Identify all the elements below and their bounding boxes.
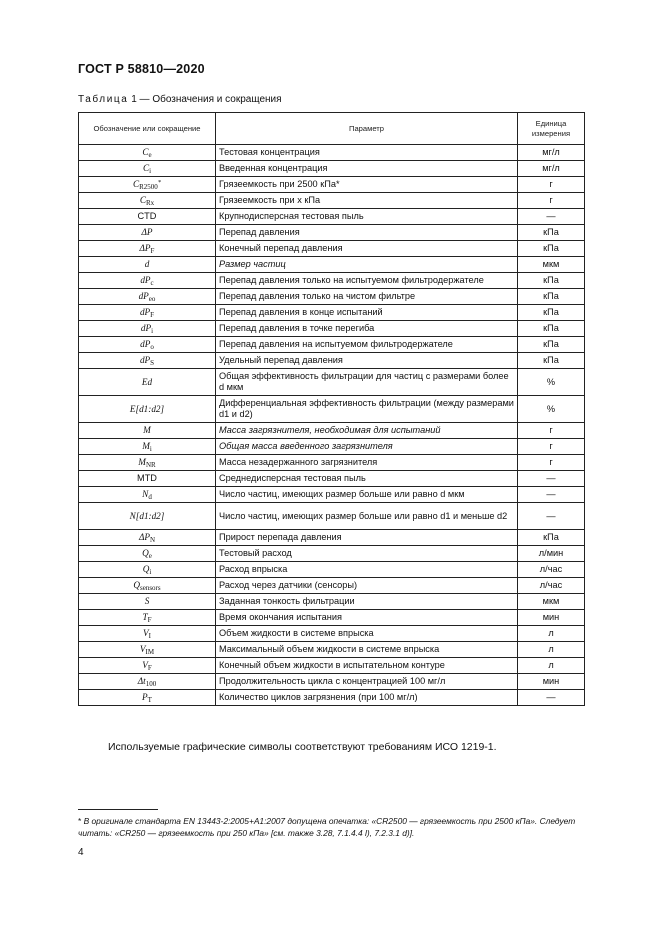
unit-cell: —: [518, 471, 585, 487]
unit-cell: г: [518, 177, 585, 193]
document-header: ГОСТ Р 58810—2020: [78, 62, 205, 76]
table-caption-prefix: Таблица: [78, 94, 129, 105]
symbol-cell: [79, 321, 216, 337]
table-row: [79, 321, 585, 337]
symbol-cell: [79, 562, 216, 578]
symbol-main: dP: [140, 339, 151, 349]
page-number: 4: [78, 847, 84, 858]
symbol-subscript: eo: [148, 295, 156, 303]
symbol-main: Ed: [141, 376, 153, 387]
symbol-subscript: T: [147, 696, 152, 704]
symbol-cell: [79, 610, 216, 626]
unit-cell: кПа: [518, 289, 585, 305]
unit-cell: —: [518, 503, 585, 530]
symbol-cell: [79, 193, 216, 209]
parameter-cell: Перепад давления в точке перегиба: [216, 321, 518, 337]
header-parameter: Параметр: [216, 113, 518, 145]
unit-cell: мин: [518, 674, 585, 690]
symbol-main: E[d1:d2]: [129, 403, 165, 414]
symbol-subscript: 100: [145, 680, 157, 688]
unit-cell: мкм: [518, 257, 585, 273]
symbol-main: CTD: [137, 211, 157, 221]
table-row: [79, 353, 585, 369]
parameter-cell: Конечный объем жидкости в испытательном контуре: [216, 658, 518, 674]
unit-cell: г: [518, 455, 585, 471]
footnote-marker: *: [78, 816, 82, 826]
symbol-main: C: [142, 147, 149, 157]
symbol-main: V: [142, 660, 148, 670]
symbol-main: Q: [142, 564, 150, 574]
parameter-cell: Тестовая концентрация: [216, 145, 518, 161]
symbol-main: dP: [139, 355, 151, 365]
symbol-main: dP: [139, 307, 151, 317]
footnote: [78, 815, 588, 839]
parameter-cell: Расход через датчики (сенсоры): [216, 578, 518, 594]
table-row: [79, 193, 585, 209]
table-row: [79, 423, 585, 439]
unit-cell: —: [518, 690, 585, 706]
symbol-cell: [79, 487, 216, 503]
symbol-subscript: i: [149, 167, 152, 175]
symbol-subscript: IM: [145, 648, 155, 656]
symbol-subscript: e: [148, 151, 152, 159]
symbol-main: Δt: [137, 676, 146, 686]
symbol-subscript: i: [151, 327, 154, 335]
symbol-main: Q: [142, 548, 149, 558]
table-row: [79, 642, 585, 658]
symbol-superscript: *: [157, 179, 162, 186]
symbol-main: T: [142, 612, 148, 622]
table-row: [79, 241, 585, 257]
symbol-cell: [79, 353, 216, 369]
table-row: [79, 289, 585, 305]
symbol-main: M: [143, 425, 151, 435]
parameter-cell: Дифференциальная эффективность фильтрации (между размерами d1 и d2): [216, 396, 518, 423]
parameter-cell: Масса загрязнителя, необходимая для испытаний: [216, 423, 518, 439]
symbol-main: V: [143, 628, 149, 638]
unit-cell: г: [518, 193, 585, 209]
parameter-cell: Грязеемкость при x кПа: [216, 193, 518, 209]
symbol-cell: [79, 642, 216, 658]
unit-cell: кПа: [518, 353, 585, 369]
symbol-subscript: i: [149, 445, 152, 453]
symbol-cell: [79, 594, 216, 610]
unit-cell: кПа: [518, 241, 585, 257]
symbols-note: Используемые графические символы соответствуют требованиям ИСО 1219-1.: [108, 741, 497, 753]
table-row: [79, 161, 585, 177]
parameter-cell: Время окончания испытания: [216, 610, 518, 626]
table-row: [79, 530, 585, 546]
table-row: [79, 690, 585, 706]
symbol-cell: [79, 546, 216, 562]
symbol-cell: [79, 337, 216, 353]
table-row: [79, 369, 585, 396]
symbol-subscript: F: [150, 311, 155, 319]
table-row: [79, 209, 585, 225]
parameter-cell: Перепад давления на испытуемом фильтродержателе: [216, 337, 518, 353]
parameter-cell: Максимальный объем жидкости в системе впрыска: [216, 642, 518, 658]
symbol-subscript: I: [148, 632, 151, 640]
symbol-cell: [79, 273, 216, 289]
table-row: [79, 225, 585, 241]
symbol-cell: [79, 455, 216, 471]
parameter-cell: Общая эффективность фильтрации для частиц с размерами более d мкм: [216, 369, 518, 396]
unit-cell: мг/л: [518, 145, 585, 161]
symbol-main: ΔP: [139, 243, 151, 253]
unit-cell: л: [518, 626, 585, 642]
symbol-cell: [79, 396, 216, 423]
parameter-cell: Общая масса введенного загрязнителя: [216, 439, 518, 455]
parameter-cell: Число частиц, имеющих размер больше или равно d мкм: [216, 487, 518, 503]
unit-cell: л/час: [518, 578, 585, 594]
table-caption: [78, 94, 282, 105]
symbol-cell: [79, 145, 216, 161]
table-row: [79, 471, 585, 487]
unit-cell: кПа: [518, 225, 585, 241]
table-row: [79, 658, 585, 674]
table-row: [79, 610, 585, 626]
parameter-cell: Число частиц, имеющих размер больше или равно d1 и меньше d2: [216, 503, 518, 530]
symbol-subscript: i: [149, 568, 152, 576]
symbol-main: dP: [140, 323, 152, 333]
unit-cell: кПа: [518, 337, 585, 353]
symbol-cell: [79, 161, 216, 177]
symbol-cell: [79, 241, 216, 257]
table-row: [79, 257, 585, 273]
symbol-subscript: Rx: [145, 199, 155, 207]
symbol-cell: [79, 257, 216, 273]
unit-cell: мин: [518, 610, 585, 626]
parameter-cell: Крупнодисперсная тестовая пыль: [216, 209, 518, 225]
header-unit: Единица измерения: [518, 113, 585, 145]
symbol-main: P: [142, 692, 148, 702]
parameter-cell: Удельный перепад давления: [216, 353, 518, 369]
symbol-main: d: [144, 259, 150, 269]
symbol-cell: [79, 626, 216, 642]
symbol-main: N: [142, 489, 149, 499]
parameter-cell: Масса незадержанного загрязнителя: [216, 455, 518, 471]
table-row: [79, 455, 585, 471]
table-row: [79, 305, 585, 321]
symbol-main: M: [138, 457, 146, 467]
parameter-cell: Размер частиц: [216, 257, 518, 273]
parameter-cell: Количество циклов загрязнения (при 100 мг/л): [216, 690, 518, 706]
table-row: [79, 337, 585, 353]
unit-cell: —: [518, 209, 585, 225]
unit-cell: л: [518, 658, 585, 674]
table-row: [79, 503, 585, 530]
symbol-cell: [79, 177, 216, 193]
parameter-cell: Перепад давления только на испытуемом фильтродержателе: [216, 273, 518, 289]
symbol-cell: [79, 503, 216, 530]
symbol-subscript: o: [150, 343, 154, 351]
symbol-main: C: [132, 179, 140, 189]
symbol-cell: [79, 423, 216, 439]
parameter-cell: Объем жидкости в системе впрыска: [216, 626, 518, 642]
unit-cell: л: [518, 642, 585, 658]
unit-cell: л/час: [518, 562, 585, 578]
symbol-main: Q: [133, 580, 140, 590]
footnote-divider: [78, 809, 158, 810]
unit-cell: мг/л: [518, 161, 585, 177]
parameter-cell: Тестовый расход: [216, 546, 518, 562]
unit-cell: кПа: [518, 530, 585, 546]
symbol-cell: [79, 439, 216, 455]
symbol-cell: [79, 530, 216, 546]
unit-cell: кПа: [518, 305, 585, 321]
table-caption-text: 1 — Обозначения и сокращения: [131, 94, 282, 105]
parameter-cell: Продолжительность цикла с концентрацией 100 мг/л: [216, 674, 518, 690]
header-symbol: Обозначение или сокращение: [79, 113, 216, 145]
parameter-cell: Грязеемкость при 2500 кПа*: [216, 177, 518, 193]
symbol-cell: [79, 305, 216, 321]
parameter-cell: Прирост перепада давления: [216, 530, 518, 546]
parameter-cell: Конечный перепад давления: [216, 241, 518, 257]
symbol-subscript: R2500: [139, 183, 158, 191]
symbol-subscript: NR: [145, 461, 156, 469]
symbol-cell: [79, 209, 216, 225]
parameter-cell: Заданная тонкость фильтрации: [216, 594, 518, 610]
parameter-cell: Перепад давления только на чистом фильтре: [216, 289, 518, 305]
symbol-main: N[d1:d2]: [129, 510, 165, 521]
unit-cell: л/мин: [518, 546, 585, 562]
parameter-cell: Перепад давления в конце испытаний: [216, 305, 518, 321]
table-row: [79, 626, 585, 642]
symbol-main: V: [139, 644, 146, 654]
symbol-main: dP: [140, 275, 151, 285]
symbol-subscript: F: [147, 664, 152, 672]
symbol-cell: [79, 690, 216, 706]
symbol-subscript: sensors: [140, 584, 161, 592]
parameter-cell: Перепад давления: [216, 225, 518, 241]
unit-cell: %: [518, 369, 585, 396]
symbol-main: ΔP: [141, 227, 153, 237]
parameter-cell: Введенная концентрация: [216, 161, 518, 177]
symbol-cell: [79, 674, 216, 690]
table-header-row: [79, 113, 585, 145]
table-row: [79, 594, 585, 610]
symbol-subscript: N: [149, 536, 156, 544]
symbol-cell: [79, 369, 216, 396]
unit-cell: г: [518, 439, 585, 455]
symbol-subscript: e: [148, 552, 152, 560]
table-row: [79, 145, 585, 161]
unit-cell: кПа: [518, 273, 585, 289]
symbol-main: dP: [138, 291, 149, 301]
table-row: [79, 177, 585, 193]
symbol-main: C: [139, 195, 146, 205]
unit-cell: —: [518, 487, 585, 503]
unit-cell: %: [518, 396, 585, 423]
symbol-cell: [79, 289, 216, 305]
unit-cell: кПа: [518, 321, 585, 337]
table-row: [79, 439, 585, 455]
table-row: [79, 396, 585, 423]
symbol-subscript: d: [148, 493, 152, 501]
symbol-main: S: [144, 596, 150, 606]
table-body: [79, 145, 585, 706]
symbol-subscript: F: [147, 616, 152, 624]
table-row: [79, 578, 585, 594]
symbol-cell: [79, 225, 216, 241]
unit-cell: г: [518, 423, 585, 439]
parameter-cell: Среднедисперсная тестовая пыль: [216, 471, 518, 487]
table-row: [79, 273, 585, 289]
symbol-cell: [79, 578, 216, 594]
parameter-cell: Расход впрыска: [216, 562, 518, 578]
symbol-main: C: [142, 163, 150, 173]
table-row: [79, 674, 585, 690]
symbol-subscript: S: [150, 359, 155, 367]
symbol-main: M: [142, 441, 150, 451]
symbol-cell: [79, 471, 216, 487]
symbol-subscript: c: [150, 279, 154, 287]
symbol-main: ΔP: [138, 532, 150, 542]
symbols-table: [78, 112, 585, 706]
table-row: [79, 487, 585, 503]
symbol-subscript: F: [150, 247, 155, 255]
unit-cell: мкм: [518, 594, 585, 610]
table-row: [79, 546, 585, 562]
symbol-main: MTD: [137, 473, 157, 483]
table-row: [79, 562, 585, 578]
footnote-text: В оригинале стандарта EN 13443-2:2005+A1:2007 допущена опечатка: «CR2500 — грязеемкость при 2500 кПа». Следует читать: «CR250 — грязеемкость при 250 кПа» [см. также 3.28, 7.1.4.4 l), 7.2.3.1 d)].: [78, 816, 576, 838]
symbol-cell: [79, 658, 216, 674]
